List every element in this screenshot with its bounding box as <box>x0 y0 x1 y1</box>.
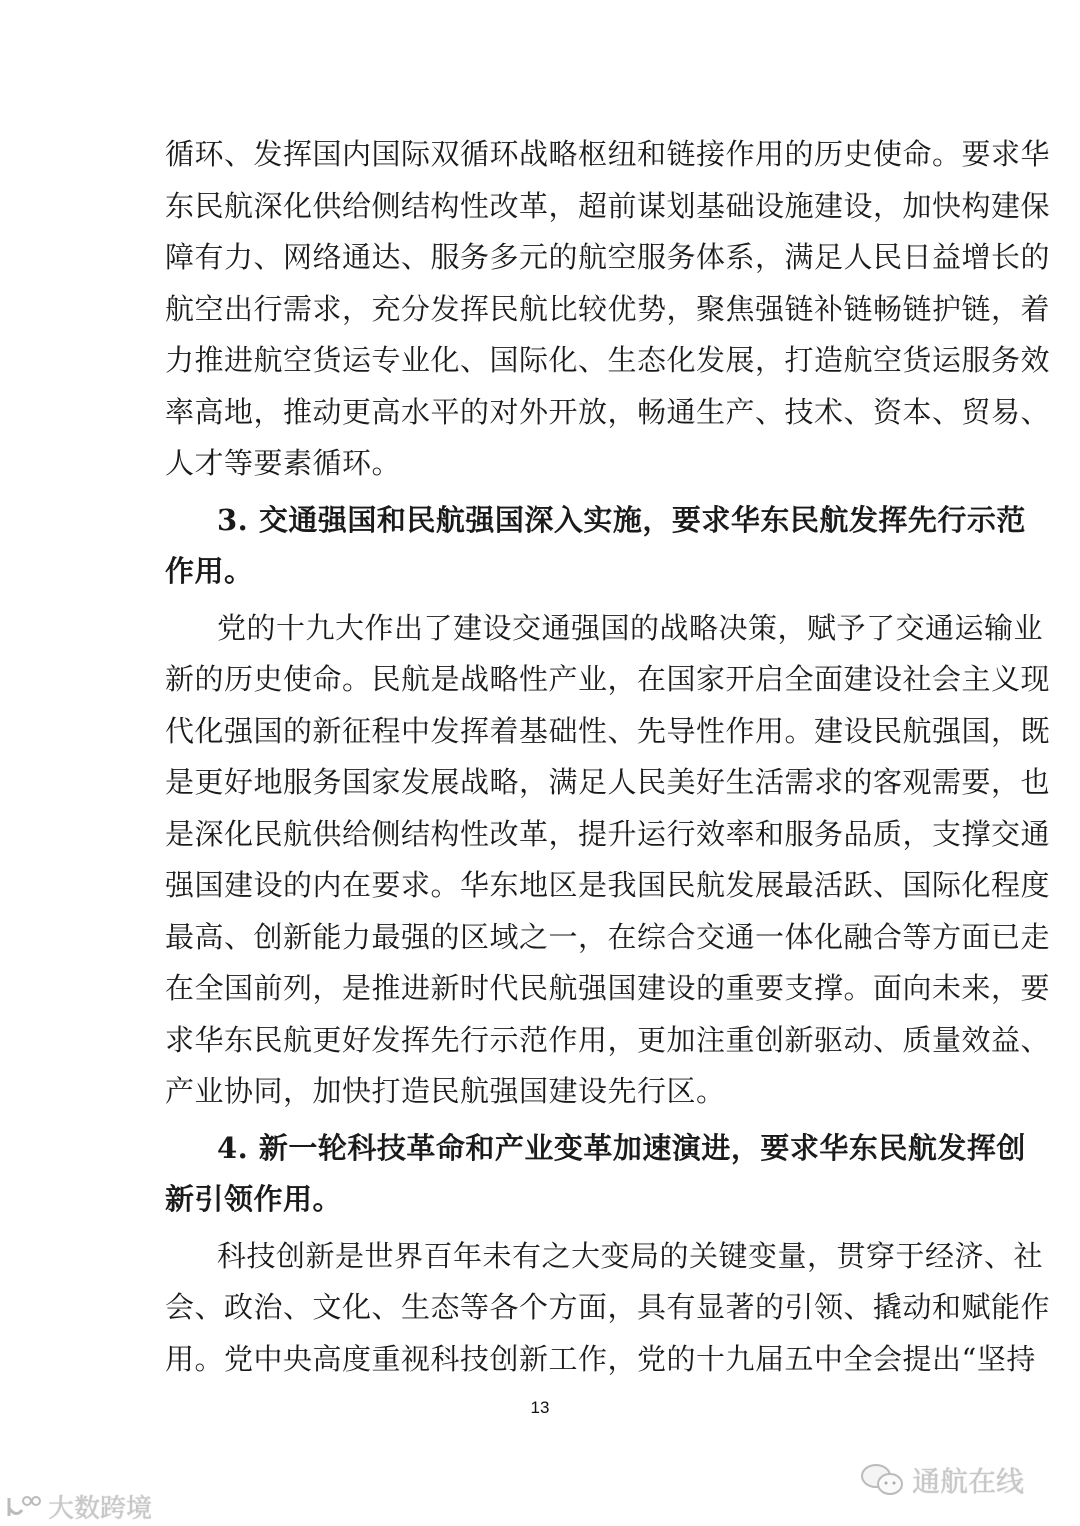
text-line: 新引领作用。 <box>165 1182 343 1216</box>
text-line: 会、政治、文化、生态等各个方面，具有显著的引领、撬动和赋能作 <box>165 1290 1051 1324</box>
text-line: 求华东民航更好发挥先行示范作用，更加注重创新驱动、质量效益、 <box>165 1022 1051 1057</box>
paragraph <box>165 129 1051 490</box>
text-line: 东民航深化供给侧结构性改革，超前谋划基础设施建设，加快构建保 <box>165 188 1051 223</box>
watermark-right <box>860 1460 1024 1500</box>
document-body <box>165 129 1051 1390</box>
text-line: 在全国前列，是推进新时代民航强国建设的重要支撑。面向未来，要 <box>165 971 1051 1005</box>
page-number: 13 <box>530 1398 550 1417</box>
watermark-left <box>6 1488 152 1525</box>
text-line: 率高地，推动更高水平的对外开放，畅通生产、技术、资本、贸易、 <box>165 394 1051 429</box>
section-heading <box>165 1123 1026 1226</box>
text-line: 新的历史使命。民航是战略性产业，在国家开启全面建设社会主义现 <box>165 662 1051 696</box>
text-line: 力推进航空货运专业化、国际化、生态化发展，打造航空货运服务效 <box>165 343 1051 377</box>
text-line: 4. 新一轮科技革命和产业变革加速演进，要求华东民航发挥创 <box>217 1130 1026 1165</box>
text-line: 是更好地服务国家发展战略，满足人民美好生活需求的客观需要，也 <box>165 765 1051 799</box>
text-line: 作用。 <box>165 554 254 588</box>
text-line: 人才等要素循环。 <box>165 446 402 480</box>
text-line: 循环、发挥国内国际双循环战略枢纽和链接作用的历史使命。要求华 <box>165 137 1051 171</box>
text-line: 产业协同，加快打造民航强国建设先行区。 <box>165 1074 726 1108</box>
text-line: 航空出行需求，充分发挥民航比较优势，聚焦强链补链畅链护链，着 <box>165 291 1051 326</box>
text-line: 党的十九大作出了建设交通强国的战略决策，赋予了交通运输业 <box>217 610 1044 645</box>
text-line: 科技创新是世界百年未有之大变局的关键变量，贯穿于经济、社 <box>217 1238 1044 1273</box>
brand-logo-icon <box>6 1494 42 1520</box>
watermark-right-text: 通航在线 <box>912 1465 1025 1498</box>
text-line: 用。党中央高度重视科技创新工作，党的十九届五中全会提出“坚持 <box>165 1341 1036 1376</box>
paragraph <box>165 603 1051 1118</box>
paragraph <box>165 1231 1051 1386</box>
text-line: 强国建设的内在要求。华东地区是我国民航发展最活跃、国际化程度 <box>165 868 1051 902</box>
wechat-icon <box>860 1462 906 1498</box>
text-line: 最高、创新能力最强的区域之一，在综合交通一体化融合等方面已走 <box>165 919 1051 954</box>
text-line: 障有力、网络通达、服务多元的航空服务体系，满足人民日益增长的 <box>165 240 1051 274</box>
text-line: 是深化民航供给侧结构性改革，提升运行效率和服务品质，支撑交通 <box>165 816 1051 851</box>
watermark-left-text: 大数跨境 <box>48 1494 153 1524</box>
section-heading <box>165 495 1026 598</box>
text-line: 3. 交通强国和民航强国深入实施，要求华东民航发挥先行示范 <box>217 502 1026 537</box>
text-line: 代化强国的新征程中发挥着基础性、先导性作用。建设民航强国，既 <box>165 713 1051 748</box>
